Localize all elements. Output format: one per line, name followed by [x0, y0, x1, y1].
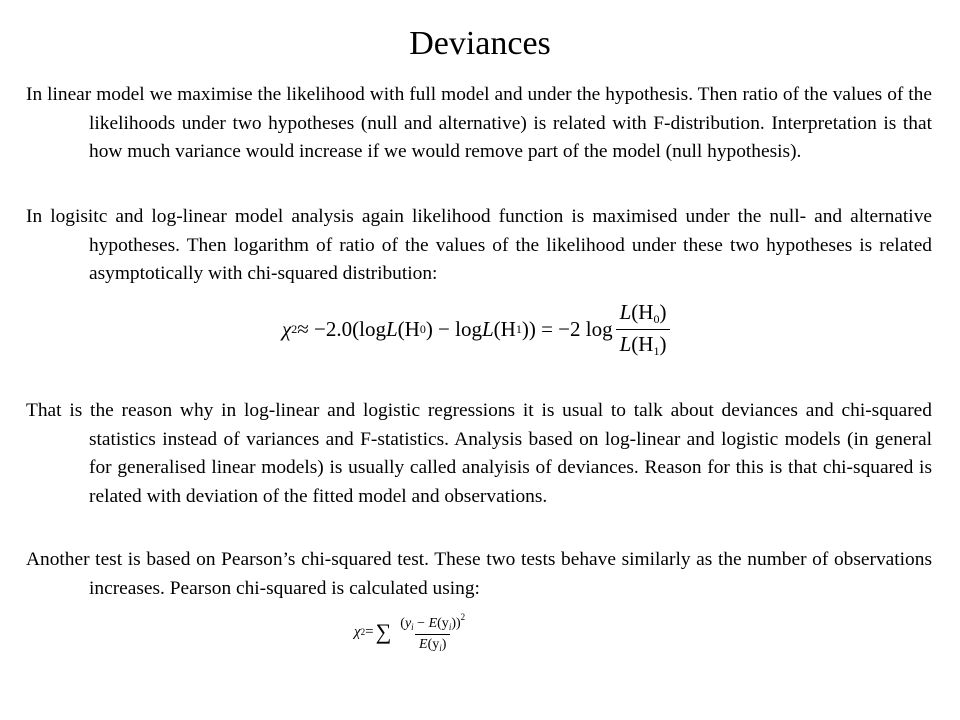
pearson-fraction: [396, 612, 469, 653]
formula-text: )): [451, 615, 461, 631]
likelihood-symbol: L: [619, 331, 632, 356]
formula-text-approx: ≈ −2.0(log: [297, 316, 386, 341]
likelihood-symbol: L: [619, 299, 632, 324]
paragraph-pearson: Another test is based on Pearson’s chi-squared test. These two tests behave similarly as the number of observations increases. Pearson chi-squared is calculated using:: [26, 549, 932, 599]
subscript: i: [448, 621, 452, 632]
formula-text: y: [404, 615, 412, 631]
subscript: 0: [419, 321, 426, 336]
paragraph-logistic-model: In logisitc and log-linear model analysis again likelihood function is maximised under the null- and alternative hypotheses. Then logarithm of ratio of the values of the likelihood under these two hypotheses is related asymptotically with chi-squared distribution:: [26, 206, 932, 285]
chi-exponent: 2: [291, 321, 298, 336]
chi-symbol: χ: [354, 623, 361, 640]
formula-text-equals: =: [365, 623, 374, 640]
fraction-numerator: [396, 612, 469, 634]
formula-text: (H: [493, 316, 516, 341]
formula-text: (H: [397, 316, 420, 341]
likelihood-symbol: L: [481, 316, 494, 341]
formula-text: ): [659, 299, 667, 324]
subscript: i: [411, 621, 414, 632]
formula-text: ) − log: [425, 316, 482, 341]
formula-text: (y: [437, 615, 449, 631]
formula-text: ): [441, 636, 447, 652]
deviance-formula: [282, 298, 742, 360]
formula-text: )) = −2 log: [521, 316, 613, 341]
paragraph-linear-model: In linear model we maximise the likelihood with full model and under the hypothesis. Then ratio of the values of the likelihoods under two hypotheses (null and alternative) is related with F-distribution. Interpretation is that how much variance would increase if we would remove part of the model (null hypothesis).: [26, 84, 932, 163]
expectation-symbol: E: [428, 615, 438, 631]
fraction-denominator: [415, 634, 450, 653]
chi-symbol: χ: [282, 316, 292, 341]
fraction-numerator: [616, 300, 671, 329]
subscript: 0: [653, 311, 660, 326]
fraction-denominator: [616, 329, 671, 359]
paragraph-deviances: That is the reason why in log-linear and logistic regressions it is usual to talk about deviances and chi-squared statistics instead of variances and F-statistics. Analysis based on log-linear and logistic models (in general for generalised linear models) is usually called analyisis of deviances. Reason for this is that chi-squared is related with deviation of the fitted model and observations.: [26, 400, 932, 507]
chi-exponent: 2: [360, 627, 366, 637]
likelihood-symbol: L: [385, 316, 398, 341]
slide-title: Deviances: [409, 25, 551, 62]
formula-text: (y: [427, 636, 440, 652]
expectation-symbol: E: [419, 636, 428, 652]
formula-text: (: [400, 615, 405, 631]
subscript: 1: [653, 343, 660, 358]
likelihood-ratio-fraction: [616, 300, 671, 359]
exponent: 2: [460, 611, 466, 622]
formula-text: ): [659, 331, 667, 356]
subscript: 1: [515, 321, 522, 336]
sum-symbol: ∑: [375, 619, 392, 644]
formula-text: −: [413, 615, 429, 631]
formula-text: (H: [631, 331, 654, 356]
subscript: i: [439, 642, 442, 653]
formula-text: (H: [631, 299, 654, 324]
pearson-formula: [354, 607, 514, 657]
